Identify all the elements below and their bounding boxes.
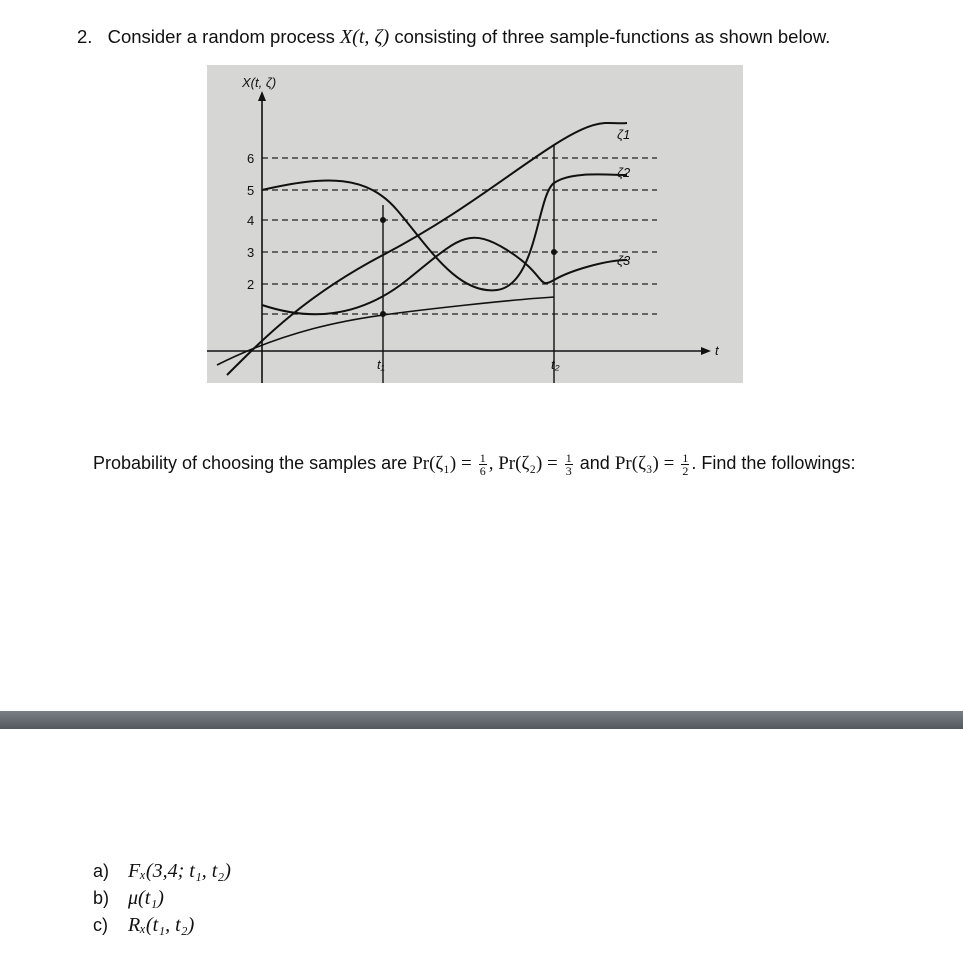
process-symbol: X(t, ζ)	[339, 26, 390, 48]
part-label: c)	[93, 915, 108, 935]
y-tick-label: 5	[247, 183, 255, 198]
probability-paragraph	[93, 446, 893, 481]
y-tick-label: 6	[247, 151, 255, 166]
p1-label: Pr(ζ₁) =	[412, 453, 472, 474]
part-c	[93, 912, 231, 939]
p2-fraction	[565, 452, 573, 477]
figure-svg	[207, 65, 743, 383]
page-divider-bar	[0, 711, 963, 729]
curve-zeta3	[262, 238, 627, 314]
p3-denominator: 2	[682, 463, 689, 478]
part-a	[93, 858, 231, 885]
t1-label: t₁	[377, 357, 385, 372]
question-parts-list	[93, 858, 231, 939]
p2-denominator: 3	[565, 463, 572, 478]
question-number: 2.	[77, 26, 93, 47]
t2-dot	[551, 249, 557, 255]
t1-dot-lower	[380, 311, 386, 317]
prob-text-before: Probability of choosing the samples are	[93, 453, 408, 473]
y-tick-label: 3	[247, 245, 255, 260]
curve-label-zeta1: ζ1	[617, 127, 631, 142]
question-text-before: Consider a random process	[107, 26, 335, 47]
y-axis-label: X(t, ζ)	[242, 75, 277, 90]
part-expression: Rₓ(t₁, t₂)	[128, 914, 195, 936]
p1-denominator: 6	[479, 463, 486, 478]
curve-zeta1	[227, 123, 627, 375]
x-axis-label: t	[715, 343, 719, 358]
and-text: and	[579, 453, 610, 473]
p3-fraction	[681, 452, 689, 477]
t1-dot-upper	[380, 217, 386, 223]
part-expression: Fₓ(3,4; t₁, t₂)	[128, 860, 231, 882]
y-tick-label: 4	[247, 213, 255, 228]
curve-label-zeta3: ζ3	[617, 253, 631, 268]
part-expression: μ(t₁)	[128, 887, 164, 909]
p2-label: , Pr(ζ₂) =	[488, 453, 558, 474]
part-b	[93, 885, 231, 912]
part-label: b)	[93, 888, 110, 908]
p3-label: Pr(ζ₃) =	[614, 453, 675, 474]
question-heading	[77, 26, 830, 49]
t2-label: t₂	[551, 357, 560, 372]
x-axis-arrow	[701, 347, 711, 355]
question-text-after: consisting of three sample-functions as shown below.	[394, 26, 831, 47]
p3-numerator: 1	[682, 450, 689, 465]
curve-zeta2	[262, 174, 627, 290]
part-label: a)	[93, 861, 110, 881]
curve-label-zeta2: ζ2	[617, 165, 631, 180]
y-axis-arrow	[258, 91, 266, 101]
y-tick-label: 2	[247, 277, 255, 292]
p1-numerator: 1	[479, 450, 486, 465]
sample-functions-figure	[207, 65, 743, 383]
p1-fraction	[479, 452, 487, 477]
prob-text-after: . Find the followings:	[691, 453, 856, 473]
p2-numerator: 1	[565, 450, 572, 465]
